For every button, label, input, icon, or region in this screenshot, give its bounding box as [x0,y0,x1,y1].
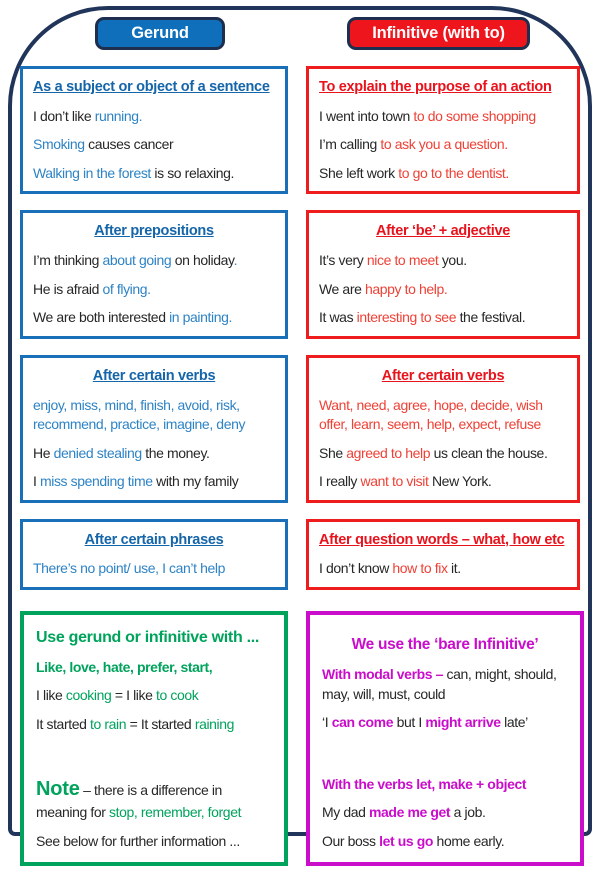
text-segment: He [33,444,54,461]
bare-infinitive-box [306,611,584,866]
text-segment: ‘I [322,714,332,731]
text-segment: It’s very [319,252,367,269]
text-line [33,445,275,463]
text-segment: I’m calling [319,136,381,153]
text-segment: Our boss [322,832,380,849]
text-segment: He is afraid [33,280,103,297]
text-line [322,666,568,684]
text-line [33,108,275,126]
text-line [319,560,567,578]
text-segment: Smoking [33,136,85,153]
text-segment: I’m thinking [33,252,103,269]
text-line [319,445,567,463]
text-segment: stop, remember, forget [109,804,242,821]
text-segment: to do some shopping [413,107,536,124]
text-segment: running. [94,107,143,124]
text-segment: I don’t like [33,107,95,124]
text-segment: home early. [433,832,505,849]
text-line [36,628,272,648]
text-line [322,833,568,851]
text-line [36,833,272,851]
text-segment: causes cancer [84,136,174,153]
text-segment: with my family [152,473,239,490]
text-line [33,397,275,415]
text-line [319,165,567,183]
gerund-subject-object-box [20,66,288,194]
infinitive-purpose-box [306,66,580,194]
text-segment: Like, love, hate, prefer, start, [36,658,213,675]
text-segment: = I like [111,687,156,704]
gerund-after-certain-verbs-box [20,355,288,503]
text-line [319,136,567,154]
text-line [322,714,568,732]
text-segment: let us go [379,832,434,849]
infinitive-after-question-words-box [306,519,580,590]
text-segment: We are both interested [33,309,170,326]
text-segment: I went into town [319,107,414,124]
text-segment: Walking in the forest [33,164,151,181]
text-segment: – there is a difference in [79,782,222,799]
text-segment: happy to help. [364,280,448,297]
infinitive-column [306,66,580,882]
text-segment: I [33,473,40,490]
gerund-after-prepositions-box [20,210,288,338]
text-segment: late’ [500,714,528,731]
gerund-after-prepositions-box-heading: After prepositions [94,223,214,240]
text-segment: denied stealing [53,444,142,461]
text-segment: nice to meet [366,252,439,269]
text-segment: cooking [65,687,112,704]
text-line [36,716,272,734]
text-line [319,397,567,415]
text-segment: She left work [319,164,399,181]
text-segment: it. [447,560,461,577]
text-line [36,687,272,705]
text-line [36,804,272,822]
text-segment: It started [36,715,90,732]
text-line [319,473,567,491]
text-segment: how to fix [392,560,448,577]
text-segment: miss spending time [39,473,153,490]
infinitive-header-pill [347,17,530,50]
gerund-header-pill [95,17,225,50]
text-segment: the festival. [456,309,526,326]
text-segment: to go to the dentist. [398,164,509,181]
text-line [33,416,275,434]
text-segment: offer, learn, seem, help, expect, refuse [319,416,541,433]
text-segment: recommend, practice, imagine, deny [33,416,246,433]
text-segment: With the verbs let, make + object [322,775,527,792]
text-segment: With modal verbs – [322,666,447,683]
gerund-after-certain-phrases-box-heading: After certain phrases [84,531,224,548]
text-segment: you. [438,252,467,269]
text-segment: I don’t know [319,560,393,577]
text-segment: Note [36,778,80,801]
text-segment: is so relaxing. [150,164,235,181]
infinitive-after-be-adjective-box-heading: After ‘be’ + adjective [375,223,511,240]
infinitive-purpose-box-heading: To explain the purpose of an action [319,79,552,95]
text-segment: but I [393,714,426,731]
infinitive-header-label: Infinitive (with to) [372,24,505,42]
text-line [33,309,275,327]
text-line [36,777,272,802]
text-segment: agreed to help [346,444,431,461]
text-segment: in painting. [169,309,232,326]
text-segment: New York. [428,473,492,490]
infinitive-after-be-adjective-box [306,210,580,338]
text-segment: enjoy, miss, mind, finish, avoid, risk, [33,396,240,413]
text-line [319,108,567,126]
gerund-header-label: Gerund [131,24,189,42]
text-segment: us clean the house. [430,444,548,461]
text-segment: raining [194,715,235,732]
text-segment: a job. [450,804,486,821]
text-segment: We are [319,280,365,297]
text-segment: I like [36,687,66,704]
text-segment: See below for further information ... [36,832,240,849]
content-columns [20,66,580,882]
text-segment: want to visit [360,473,429,490]
text-segment: to rain [89,715,127,732]
gerund-or-infinitive-box [20,611,288,867]
text-segment: made me get [369,804,451,821]
text-line [319,309,567,327]
text-segment: I really [319,473,361,490]
gerund-column [20,66,288,882]
gerund-after-certain-phrases-box [20,519,288,590]
text-segment: My dad [322,804,369,821]
text-segment: of flying. [102,280,151,297]
text-segment: may, will, must, could [322,685,446,702]
text-segment: to cook [156,687,199,704]
text-line [33,252,275,270]
text-line [36,659,272,677]
text-line [33,165,275,183]
text-segment: meaning for [36,804,110,821]
text-line [322,804,568,822]
text-segment: Use gerund or infinitive with ... [36,628,260,646]
text-segment: It was [319,309,357,326]
text-segment: Want, need, agree, hope, decide, wish [319,396,543,413]
infinitive-after-certain-verbs-box [306,355,580,503]
text-line [33,560,275,578]
text-segment: . [233,252,238,269]
bare-infinitive-box-heading: We use the ‘bare Infinitive’ [351,635,539,653]
gerund-subject-object-box-heading: As a subject or object of a sentence [33,79,270,95]
text-line [319,416,567,434]
text-line [33,136,275,154]
text-segment: can come [331,714,394,731]
text-line [319,252,567,270]
text-segment: She [319,444,347,461]
text-line [33,473,275,491]
text-line [319,281,567,299]
text-line [33,281,275,299]
infinitive-after-certain-verbs-box-heading: After certain verbs [381,367,505,384]
text-segment: might arrive [425,714,501,731]
text-segment: the money. [141,444,210,461]
text-line [322,686,568,704]
infinitive-after-question-words-box-heading: After question words – what, how etc [319,531,565,548]
text-segment: about going [102,252,172,269]
text-segment: interesting to see [356,309,457,326]
text-line [322,776,568,794]
text-segment: can, might, should, [446,666,557,683]
text-segment: = It started [126,715,195,732]
text-segment: to ask you a question. [380,136,508,153]
gerund-after-certain-verbs-box-heading: After certain verbs [92,367,216,384]
text-segment: There’s no point/ use, I can’t help [33,560,225,577]
text-segment: on holiday [171,252,234,269]
